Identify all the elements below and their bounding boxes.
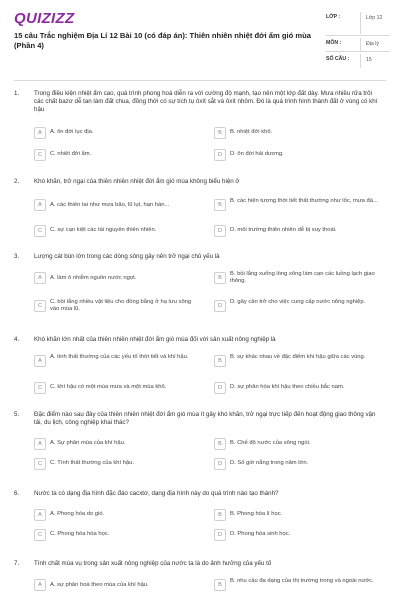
option-text: B. nhiệt đới khô. xyxy=(230,129,273,135)
meta-value: 15 xyxy=(366,57,372,63)
meta-row-class xyxy=(326,10,390,36)
meta-key: LỚP : xyxy=(326,14,341,20)
question-number: 4. xyxy=(14,336,20,343)
option-letter-b: B xyxy=(214,127,226,139)
option-letter-c: C xyxy=(34,225,46,237)
option-letter-a: A xyxy=(34,509,46,521)
option-letter-a: A xyxy=(34,272,46,284)
option-letter-b: B xyxy=(214,199,226,211)
question-text: Tính chất mùa vụ trong sản xuất nông nghiệp của nước ta là do ảnh hưởng của yếu tố xyxy=(34,560,272,567)
option-letter-b: B xyxy=(214,355,226,367)
option-text: A. Phong hóa do gió. xyxy=(50,511,105,517)
question-text: Khó khăn lớn nhất của thiên nhiên nhiệt đới ẩm gió mùa đối với sản xuất nông nghiệp là xyxy=(34,336,276,343)
option-letter-c: C xyxy=(34,382,46,394)
option-letter-b: B xyxy=(214,272,226,284)
option-c[interactable] xyxy=(34,528,204,543)
meta-value: Lớp 12 xyxy=(366,15,383,21)
option-text: D. môi trường thiên nhiên dễ bị suy thoái. xyxy=(230,227,337,233)
option-letter-a: A xyxy=(34,127,46,139)
option-letter-d: D xyxy=(214,149,226,161)
option-letter-a: A xyxy=(34,355,46,367)
option-letter-b: B xyxy=(214,438,226,450)
option-d[interactable] xyxy=(214,528,384,543)
option-text: B. Phong hóa lí học. xyxy=(230,511,283,517)
worksheet-title: 15 câu Trắc nghiệm Địa Lí 12 Bài 10 (có đáp án): Thiên nhiên nhiệt đới ẩm gió mùa (Phần 4) xyxy=(14,31,311,50)
meta-value: Địa lý xyxy=(366,41,379,47)
meta-divider xyxy=(360,54,361,68)
option-text: D. Số giờ nắng trong năm lớn. xyxy=(230,460,309,466)
meta-divider xyxy=(360,38,361,52)
question-number: 2. xyxy=(14,178,20,185)
meta-divider xyxy=(360,12,361,34)
option-text: C. sự cạn kiệt các tài nguyên thiên nhiên. xyxy=(50,227,157,233)
option-text: C. Phong hóa hóa học. xyxy=(50,531,110,537)
option-letter-a: A xyxy=(34,438,46,450)
option-text: A. sự phân hoá theo mùa của khí hậu. xyxy=(50,582,149,588)
option-letter-d: D xyxy=(214,458,226,470)
question-number: 7. xyxy=(14,560,20,567)
option-letter-c: C xyxy=(34,149,46,161)
option-text: A. làm ô nhiễm nguồn nước ngọt. xyxy=(50,275,137,281)
quizizz-logo[interactable]: QUIZIZZ xyxy=(14,10,75,27)
question-text: Lượng cát bùn lớn trong các dòng sông gây nên trở ngại chủ yếu là xyxy=(34,253,220,260)
meta-key: MÔN : xyxy=(326,40,342,46)
question-text: Trong điều kiện nhiệt ẩm cao, quá trình phong hoá diễn ra với cường độ mạnh, tạo nên một lớp đất dày. Mưa nhiều rửa trôi các chất bazơ dễ tan làm đất chua, đồng thời có sự tích tụ ôxít sắt và ôxít nhôm. Đó là quá trình hình thành đất ở vùng có khí hậu xyxy=(34,90,378,114)
option-text: C. bồi lắng nhiều vật liệu cho đồng bằng ở hạ lưu sông vào mùa lũ. xyxy=(50,299,192,313)
meta-box xyxy=(326,10,390,68)
option-b[interactable] xyxy=(214,126,384,141)
option-d[interactable] xyxy=(214,148,384,163)
option-text: D. gây cản trở cho việc cung cấp nước nông nghiệp. xyxy=(230,299,366,305)
option-text: A. Sự phân mùa của khí hậu. xyxy=(50,440,126,446)
meta-key: SỐ CÂU : xyxy=(326,56,350,62)
option-letter-a: A xyxy=(34,579,46,591)
option-b[interactable] xyxy=(214,269,384,289)
option-text: B. Chế độ nước của sông ngòi. xyxy=(230,440,311,446)
meta-row-subject xyxy=(326,36,390,52)
option-letter-d: D xyxy=(214,225,226,237)
option-text: C. nhiệt đới ẩm. xyxy=(50,151,92,157)
question-number: 5. xyxy=(14,411,20,418)
option-text: A. ôn đới lục địa. xyxy=(50,129,94,135)
option-letter-c: C xyxy=(34,458,46,470)
option-c[interactable] xyxy=(34,224,204,239)
question-text: Nước ta có dạng địa hình đặc đáo cacxtơ, dạng địa hình này do quá trình nào tạo thành? xyxy=(34,490,279,497)
option-text: D. sự phân hóa khí hậu theo chiều bắc nam. xyxy=(230,384,345,390)
worksheet-header xyxy=(0,0,400,78)
option-c[interactable] xyxy=(34,148,204,163)
option-d[interactable] xyxy=(214,381,384,396)
option-c[interactable] xyxy=(34,457,204,472)
option-a[interactable] xyxy=(34,437,204,452)
option-letter-d: D xyxy=(214,300,226,312)
option-text: B. bồi lắng xuống lòng sông làm cạn các luồng lạch giao thông. xyxy=(230,271,375,285)
option-b[interactable] xyxy=(214,508,384,523)
option-text: A. các thiên tai như mưa bão, lũ lụt, hạn hán... xyxy=(50,202,170,208)
option-d[interactable] xyxy=(214,297,384,317)
option-letter-c: C xyxy=(34,529,46,541)
header-divider xyxy=(14,80,386,81)
option-text: B. các hiện tượng thời tiết thất thường như lốc, mưa đá... xyxy=(230,198,378,204)
option-b[interactable] xyxy=(214,196,384,216)
option-c[interactable] xyxy=(34,381,204,396)
option-a[interactable] xyxy=(34,576,204,596)
option-letter-a: A xyxy=(34,199,46,211)
question-number: 6. xyxy=(14,490,20,497)
option-a[interactable] xyxy=(34,352,204,372)
option-d[interactable] xyxy=(214,457,384,472)
option-d[interactable] xyxy=(214,224,384,239)
question-number: 3. xyxy=(14,253,20,260)
option-letter-d: D xyxy=(214,382,226,394)
question-text: Khó khăn, trở ngại của thiên nhiên nhiệt đới ẩm gió mùa không biểu hiện ở xyxy=(34,178,240,185)
option-a[interactable] xyxy=(34,508,204,523)
option-text: C. Tính thất thường của khí hậu. xyxy=(50,460,134,466)
option-text: A. tính thất thường của các yếu tố thời tiết và khí hậu. xyxy=(50,354,189,360)
question-number: 1. xyxy=(14,90,20,97)
option-letter-b: B xyxy=(214,509,226,521)
option-a[interactable] xyxy=(34,196,204,216)
option-text: D. Phong hóa sinh học. xyxy=(230,531,291,537)
option-letter-c: C xyxy=(34,300,46,312)
meta-row-count xyxy=(326,52,390,68)
option-letter-b: B xyxy=(214,579,226,591)
option-a[interactable] xyxy=(34,126,204,141)
option-letter-d: D xyxy=(214,529,226,541)
option-text: B. sự khác nhau về đặc điểm khí hậu giữa các vùng. xyxy=(230,354,366,360)
option-text: C. khí hậu có một mùa mưa và một mùa khô. xyxy=(50,384,167,390)
option-b[interactable] xyxy=(214,437,384,452)
option-c[interactable] xyxy=(34,297,204,317)
option-b[interactable] xyxy=(214,352,384,372)
option-text: D. ôn đới hải dương. xyxy=(230,151,284,157)
option-text: B. nhu cầu đa dạng của thị trường trong và ngoài nước. xyxy=(230,578,374,584)
question-text: Đặc điểm nào sau đây của thiên nhiên nhiệt đới ẩm gió mùa ít gây khó khăn, trở ngại trực tiếp đến hoạt động giao thông vận tải, du lịch, công nghiệp khai thác? xyxy=(34,411,376,427)
option-b[interactable] xyxy=(214,576,384,596)
option-a[interactable] xyxy=(34,269,204,289)
